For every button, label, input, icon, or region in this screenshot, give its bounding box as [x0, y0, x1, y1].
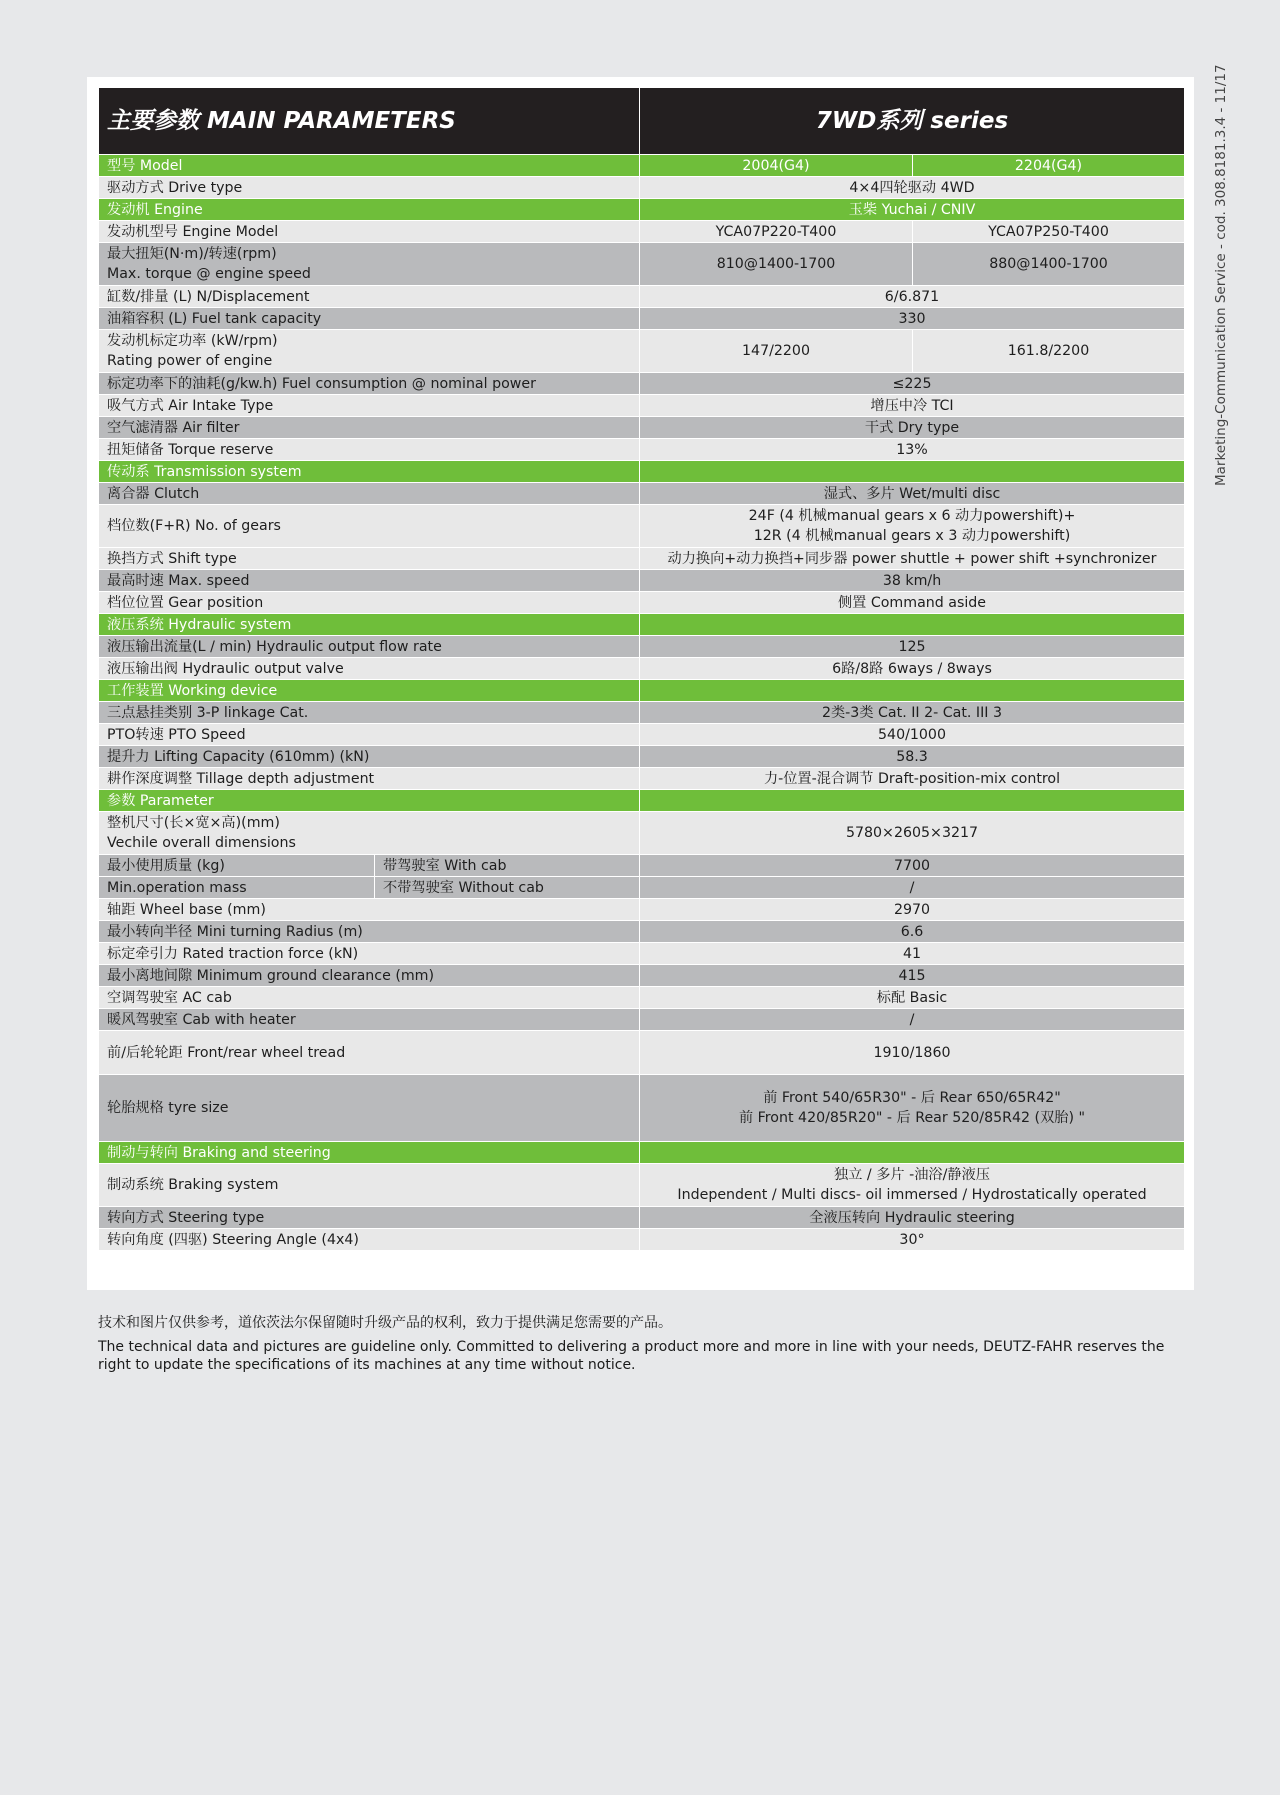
row-label: 档位位置 Gear position — [99, 592, 640, 614]
row-value: 2类-3类 Cat. II 2- Cat. III 3 — [640, 702, 1185, 724]
table-row — [99, 548, 1185, 570]
row-label: 空调驾驶室 AC cab — [99, 987, 640, 1009]
row-label: 三点悬挂类别 3-P linkage Cat. — [99, 702, 640, 724]
row-label: 离合器 Clutch — [99, 483, 640, 505]
row-label: 最小使用质量 (kg) — [99, 855, 375, 877]
table-row — [99, 855, 1185, 877]
table-row — [99, 943, 1185, 965]
table-row — [99, 1164, 1185, 1207]
row-label-en: Max. torque @ engine speed — [107, 266, 311, 282]
model-2204: 2204(G4) — [913, 155, 1185, 177]
row-label-cn: 整机尺寸(长×宽×高)(mm) — [107, 815, 280, 831]
row-label-en: Vechile overall dimensions — [107, 835, 296, 851]
row-sublabel: 不带驾驶室 Without cab — [375, 877, 640, 899]
row-label: PTO转速 PTO Speed — [99, 724, 640, 746]
row-value: 810@1400-1700 — [640, 243, 913, 286]
table-row — [99, 221, 1185, 243]
table-row — [99, 636, 1185, 658]
row-label: 轮胎规格 tyre size — [99, 1075, 640, 1142]
table-row — [99, 395, 1185, 417]
table-row — [99, 308, 1185, 330]
table-row — [99, 1229, 1185, 1251]
section-label: 液压系统 Hydraulic system — [99, 614, 640, 636]
row-value-line: 前 Front 420/85R20" - 后 Rear 520/85R42 (双胎) " — [738, 1110, 1086, 1126]
row-value — [640, 505, 1185, 548]
row-value: 湿式、多片 Wet/multi disc — [640, 483, 1185, 505]
table-row — [99, 658, 1185, 680]
row-label: 标定牵引力 Rated traction force (kN) — [99, 943, 640, 965]
row-label: 液压输出阀 Hydraulic output valve — [99, 658, 640, 680]
row-value: YCA07P220-T400 — [640, 221, 913, 243]
row-value: 5780×2605×3217 — [640, 812, 1185, 855]
row-label: 缸数/排量 (L) N/Displacement — [99, 286, 640, 308]
row-value: 13% — [640, 439, 1185, 461]
table-row — [99, 570, 1185, 592]
section-row-engine — [99, 199, 1185, 221]
section-label: 工作装置 Working device — [99, 680, 640, 702]
row-label: 型号 Model — [99, 155, 640, 177]
table-row — [99, 1031, 1185, 1075]
section-row-braking-steering — [99, 1142, 1185, 1164]
table-row — [99, 505, 1185, 548]
row-value: 6/6.871 — [640, 286, 1185, 308]
table-row — [99, 1009, 1185, 1031]
table-row — [99, 286, 1185, 308]
table-row — [99, 177, 1185, 199]
row-label: 前/后轮轮距 Front/rear wheel tread — [99, 1031, 640, 1075]
row-label: 油箱容积 (L) Fuel tank capacity — [99, 308, 640, 330]
row-label-cn: 发动机标定功率 (kW/rpm) — [107, 333, 278, 349]
row-label: 扭矩储备 Torque reserve — [99, 439, 640, 461]
side-document-code: Marketing-Communication Service - cod. 308.8181.3.4 - 11/17 — [1213, 64, 1229, 486]
row-value: 干式 Dry type — [640, 417, 1185, 439]
row-label: 吸气方式 Air Intake Type — [99, 395, 640, 417]
row-value: 540/1000 — [640, 724, 1185, 746]
row-label: 最高时速 Max. speed — [99, 570, 640, 592]
row-value: 全液压转向 Hydraulic steering — [640, 1207, 1185, 1229]
table-title: 主要参数 MAIN PARAMETERS — [99, 88, 640, 155]
table-row — [99, 877, 1185, 899]
row-label: 提升力 Lifting Capacity (610mm) (kN) — [99, 746, 640, 768]
row-label: 空气滤清器 Air filter — [99, 417, 640, 439]
table-row — [99, 592, 1185, 614]
row-value: 力-位置-混合调节 Draft-position-mix control — [640, 768, 1185, 790]
row-label: 标定功率下的油耗(g/kw.h) Fuel consumption @ nominal power — [99, 373, 640, 395]
row-label: 轴距 Wheel base (mm) — [99, 899, 640, 921]
row-value: 7700 — [640, 855, 1185, 877]
row-value — [640, 1075, 1185, 1142]
section-label: 传动系 Transmission system — [99, 461, 640, 483]
section-row-parameter — [99, 790, 1185, 812]
table-row — [99, 812, 1185, 855]
row-label — [99, 243, 640, 286]
row-value: 880@1400-1700 — [913, 243, 1185, 286]
row-value-line: 24F (4 机械manual gears x 6 动力powershift)+ — [748, 508, 1076, 524]
row-value: 41 — [640, 943, 1185, 965]
row-label: 换挡方式 Shift type — [99, 548, 640, 570]
table-row — [99, 155, 1185, 177]
row-value-line: 独立 / 多片 -油浴/静液压 — [834, 1167, 990, 1183]
row-value: 38 km/h — [640, 570, 1185, 592]
section-label: 参数 Parameter — [99, 790, 640, 812]
row-value-line: 12R (4 机械manual gears x 3 动力powershift) — [753, 528, 1071, 544]
table-row — [99, 373, 1185, 395]
disclaimer-en: The technical data and pictures are guideline only. Committed to delivering a product more and more in line with your needs, DEUTZ-FAHR reserves the right to update the specifications of its machines at any time without notice. — [98, 1339, 1165, 1373]
row-value: 增压中冷 TCI — [640, 395, 1185, 417]
table-row — [99, 965, 1185, 987]
row-value: YCA07P250-T400 — [913, 221, 1185, 243]
row-value: 玉柴 Yuchai / CNIV — [640, 199, 1185, 221]
table-row — [99, 702, 1185, 724]
section-row-working-device — [99, 680, 1185, 702]
table-row — [99, 243, 1185, 286]
row-label: 暖风驾驶室 Cab with heater — [99, 1009, 640, 1031]
row-label: 档位数(F+R) No. of gears — [99, 505, 640, 548]
row-value: 2970 — [640, 899, 1185, 921]
section-row-transmission — [99, 461, 1185, 483]
model-2004: 2004(G4) — [640, 155, 913, 177]
row-label — [99, 330, 640, 373]
table-row — [99, 439, 1185, 461]
row-value: 4×4四轮驱动 4WD — [640, 177, 1185, 199]
table-row — [99, 330, 1185, 373]
row-label: 液压输出流量(L / min) Hydraulic output flow rate — [99, 636, 640, 658]
main-parameters-table — [98, 87, 1185, 1251]
table-row — [99, 1207, 1185, 1229]
row-value: 161.8/2200 — [913, 330, 1185, 373]
row-value: 415 — [640, 965, 1185, 987]
table-row — [99, 768, 1185, 790]
row-value: / — [640, 1009, 1185, 1031]
row-label: 驱动方式 Drive type — [99, 177, 640, 199]
row-label: 耕作深度调整 Tillage depth adjustment — [99, 768, 640, 790]
row-value: 330 — [640, 308, 1185, 330]
table-row — [99, 724, 1185, 746]
row-value: 6.6 — [640, 921, 1185, 943]
row-label: 发动机型号 Engine Model — [99, 221, 640, 243]
row-label-en: Rating power of engine — [107, 353, 273, 369]
section-row-hydraulic — [99, 614, 1185, 636]
table-row — [99, 483, 1185, 505]
row-label — [99, 812, 640, 855]
table-row — [99, 746, 1185, 768]
row-label-cn: 最大扭矩(N·m)/转速(rpm) — [107, 246, 277, 262]
row-label: 转向方式 Steering type — [99, 1207, 640, 1229]
row-value: 6路/8路 6ways / 8ways — [640, 658, 1185, 680]
table-header-row — [99, 88, 1185, 155]
row-value: 147/2200 — [640, 330, 913, 373]
row-label: 最小离地间隙 Minimum ground clearance (mm) — [99, 965, 640, 987]
row-label: Min.operation mass — [99, 877, 375, 899]
section-label: 发动机 Engine — [99, 199, 640, 221]
row-value: 标配 Basic — [640, 987, 1185, 1009]
row-value: 125 — [640, 636, 1185, 658]
row-value — [640, 1164, 1185, 1207]
disclaimer-cn: 技术和图片仅供参考，道依茨法尔保留随时升级产品的权利，致力于提供满足您需要的产品。 — [98, 1315, 672, 1331]
row-value: ≤225 — [640, 373, 1185, 395]
row-value: 1910/1860 — [640, 1031, 1185, 1075]
table-row — [99, 987, 1185, 1009]
row-label: 最小转向半径 Mini turning Radius (m) — [99, 921, 640, 943]
series-title: 7WD系列 series — [640, 88, 1185, 155]
section-label: 制动与转向 Braking and steering — [99, 1142, 640, 1164]
row-label: 制动系统 Braking system — [99, 1164, 640, 1207]
table-row — [99, 417, 1185, 439]
row-value: 侧置 Command aside — [640, 592, 1185, 614]
row-value: 58.3 — [640, 746, 1185, 768]
row-value: / — [640, 877, 1185, 899]
row-value-line: 前 Front 540/65R30" - 后 Rear 650/65R42" — [763, 1090, 1061, 1106]
disclaimer — [98, 1312, 1188, 1374]
table-row — [99, 921, 1185, 943]
row-value: 30° — [640, 1229, 1185, 1251]
row-value: 动力换向+动力换挡+同步器 power shuttle + power shift +synchronizer — [640, 548, 1185, 570]
table-row — [99, 899, 1185, 921]
table-row — [99, 1075, 1185, 1142]
row-sublabel: 带驾驶室 With cab — [375, 855, 640, 877]
row-value-line: Independent / Multi discs- oil immersed / Hydrostatically operated — [677, 1187, 1147, 1203]
row-label: 转向角度 (四驱) Steering Angle (4x4) — [99, 1229, 640, 1251]
